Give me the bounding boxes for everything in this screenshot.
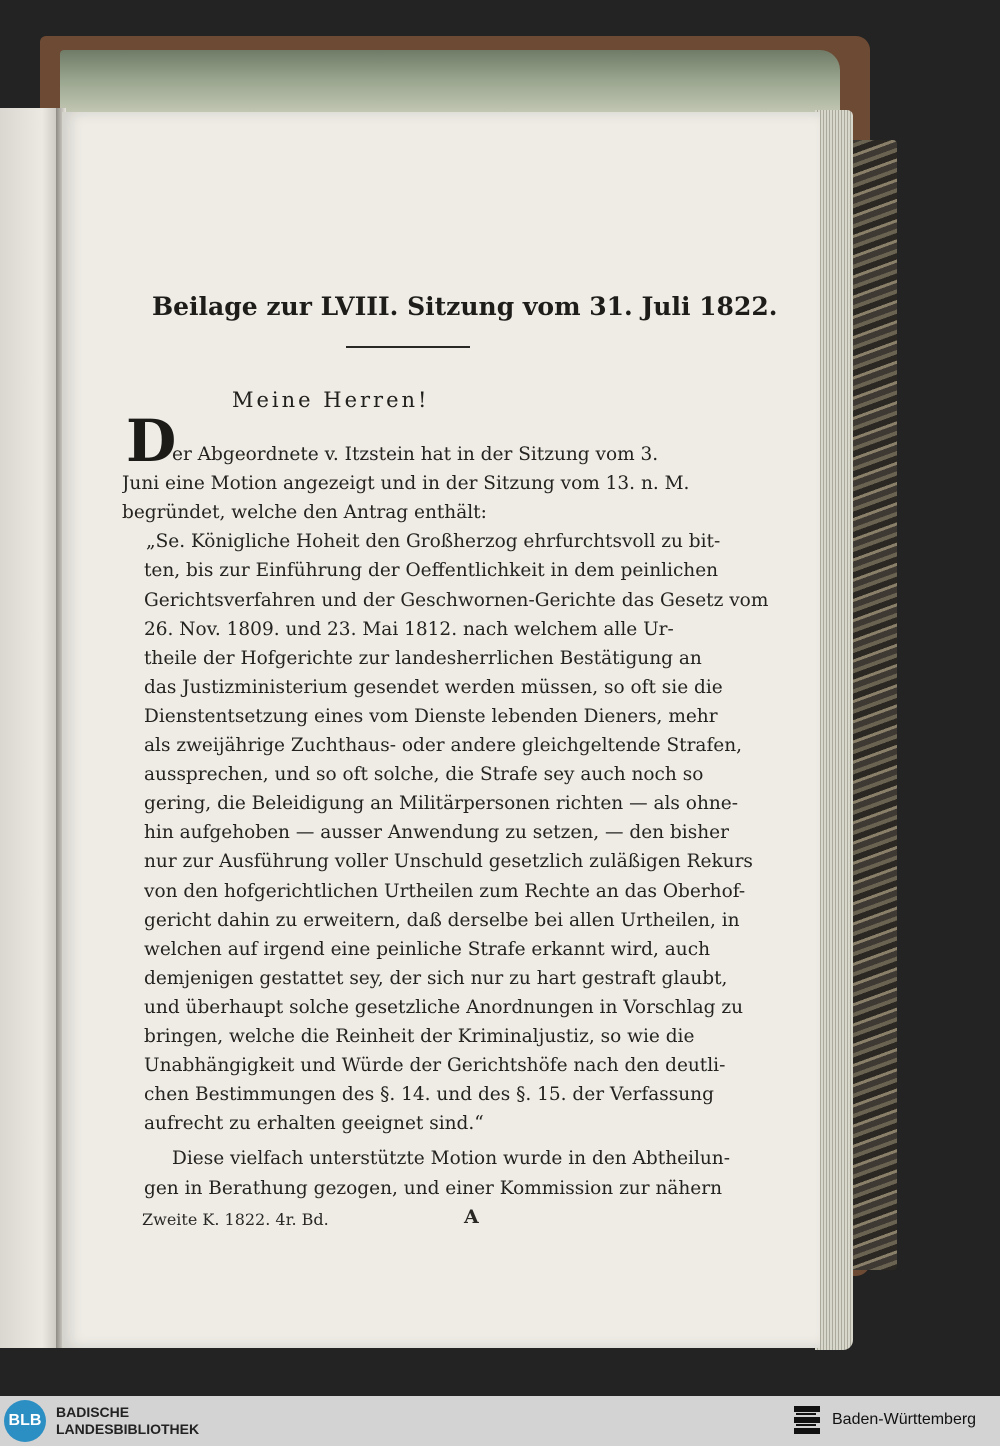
- text-line: nur zur Ausführung voller Unschuld gesetzlich zuläßigen Rekurs: [144, 851, 753, 873]
- text-line: demjenigen gestattet sey, der sich nur zu hart gestraft glaubt,: [144, 967, 728, 989]
- blb-logo-icon[interactable]: BLB: [4, 1400, 46, 1442]
- text-line: von den hofgerichtlichen Urtheilen zum Rechte an das Oberhof-: [144, 880, 746, 902]
- page-block-fore-edge: [815, 110, 853, 1350]
- signature-line: Zweite K. 1822. 4r. Bd.: [142, 1210, 329, 1229]
- text-line: hin aufgehoben — ausser Anwendung zu setzen, — den bisher: [144, 822, 729, 844]
- library-name-line1: BADISCHE: [56, 1404, 130, 1420]
- text-line: aussprechen, und so oft solche, die Strafe sey auch noch so: [144, 764, 704, 786]
- salutation: Meine Herren!: [232, 388, 430, 412]
- text-line: welchen auf irgend eine peinliche Strafe erkannt wird, auch: [144, 938, 711, 960]
- text-line: und überhaupt solche gesetzliche Anordnungen in Vorschlag zu: [144, 996, 744, 1018]
- text-line: ten, bis zur Einführung der Oeffentlichkeit in dem peinlichen: [144, 560, 719, 582]
- page-block-top-edge: [60, 50, 840, 118]
- text-line: Unabhängigkeit und Würde der Gerichtshöfe nach den deutli-: [144, 1055, 726, 1077]
- text-line: theile der Hofgerichte zur landesherrlichen Bestätigung an: [144, 647, 702, 669]
- text-line: gering, die Beleidigung an Militärpersonen richten — als ohne-: [144, 793, 738, 815]
- library-name-line2: LANDESBIBLIOTHEK: [56, 1421, 200, 1437]
- text-line: Dienstentsetzung eines vom Dienste lebenden Dieners, mehr: [144, 705, 718, 727]
- signature-mark: A: [464, 1206, 479, 1228]
- left-page: [0, 108, 60, 1348]
- text-line: begründet, welche den Antrag enthält:: [122, 502, 487, 524]
- state-label[interactable]: Baden-Württemberg: [832, 1411, 977, 1428]
- text-line: bringen, welche die Reinheit der Kriminaljustiz, so wie die: [144, 1026, 695, 1047]
- text-line: „Se. Königliche Hoheit den Großherzog ehrfurchtsvoll zu bit-: [146, 531, 721, 553]
- book-page: [62, 112, 820, 1348]
- text-line: chen Bestimmungen des §. 14. und des §. 15. der Verfassung: [144, 1084, 714, 1106]
- page-heading: Beilage zur LVIII. Sitzung vom 31. Juli 1822.: [152, 292, 778, 321]
- text-line: gericht dahin zu erweitern, daß derselbe bei allen Urtheilen, in: [144, 909, 740, 931]
- text-line: Juni eine Motion angezeigt und in der Sitzung vom 13. n. M.: [122, 473, 690, 495]
- text-line: 26. Nov. 1809. und 23. Mai 1812. nach welchem alle Ur-: [144, 618, 674, 640]
- text-line: gen in Berathung gezogen, und einer Kommission zur nähern: [144, 1177, 723, 1199]
- lions-coat-of-arms-icon: [792, 1402, 822, 1440]
- text-line: das Justizministerium gesendet werden müssen, so oft sie die: [144, 676, 723, 698]
- text-line: als zweijährige Zuchthaus- oder andere gleichgeltende Strafen,: [144, 735, 743, 756]
- heading-rule: [346, 346, 470, 348]
- text-line: er Abgeordnete v. Itzstein hat in der Sitzung vom 3.: [172, 444, 659, 465]
- text-line: Gerichtsverfahren und der Geschwornen-Gerichte das Gesetz vom: [144, 589, 769, 611]
- text-line: aufrecht zu erhalten geeignet sind.“: [144, 1113, 484, 1135]
- text-line: Diese vielfach unterstützte Motion wurde in den Abtheilun-: [172, 1148, 730, 1170]
- drop-capital: D: [126, 407, 177, 475]
- library-name: [56, 1404, 199, 1438]
